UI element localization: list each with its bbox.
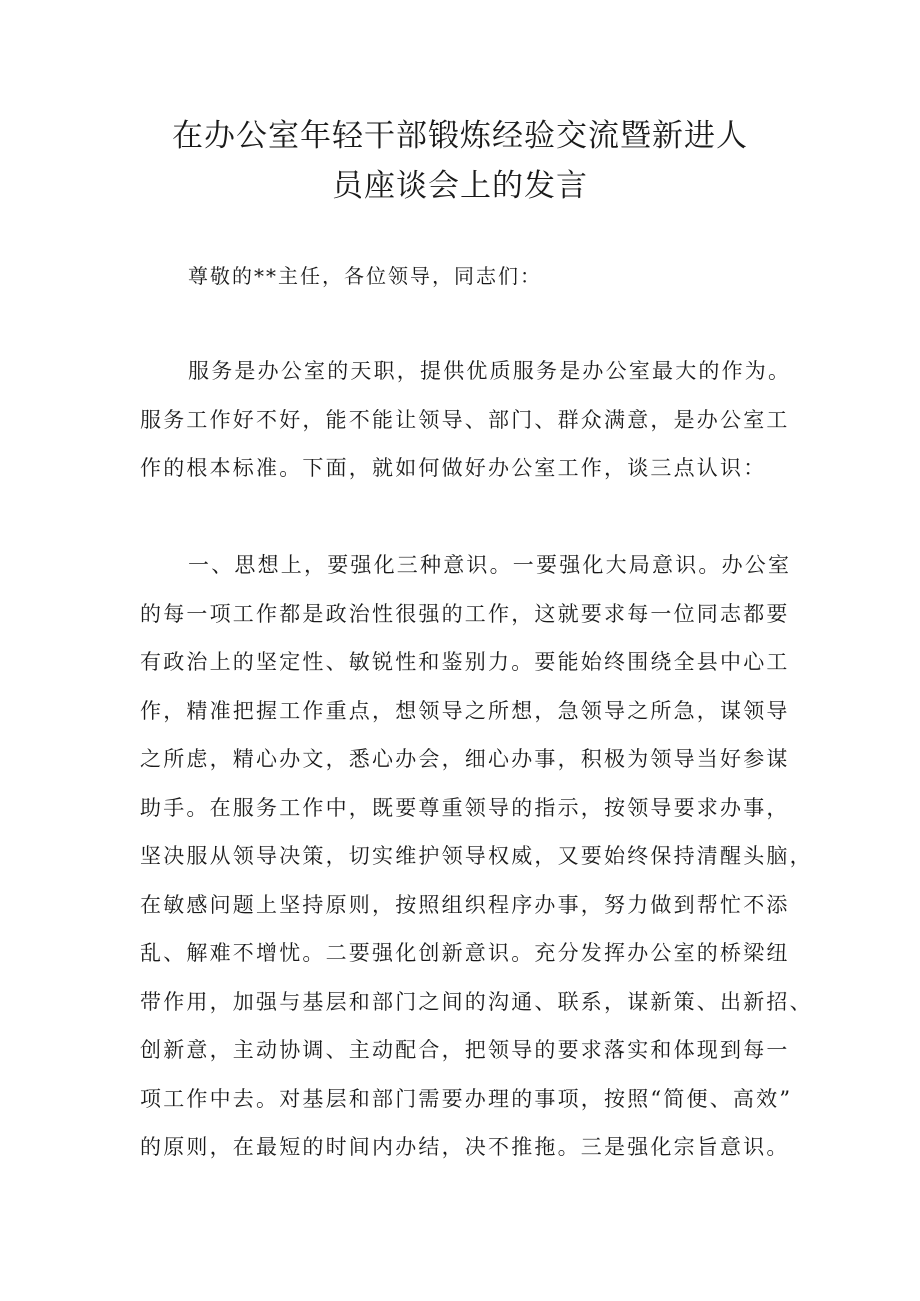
paragraph-2-line: 带作用，加强与基层和部门之间的沟通、联系，谋新策、出新招、 [140,989,813,1014]
paragraph-1 [140,347,800,493]
paragraph-2-line: 坚决服从领导决策，切实维护领导权威，又要始终保持清醒头脑， [140,844,813,868]
paragraph-2-line: 的每一项工作都是政治性很强的工作，这就要求每一位同志都要 [140,601,790,626]
paragraph-2-line: 乱、解难不增忧。二要强化创新意识。充分发挥办公室的桥梁纽 [140,941,790,965]
paragraph-1-line: 服务工作好不好，能不能让领导、部门、群众满意，是办公室工 [140,407,790,432]
paragraph-2-line: 一、思想上，要强化三种意识。一要强化大局意识。办公室 [188,553,792,577]
paragraph-2-line: 之所虑，精心办文，悉心办会，细心办事，积极为领导当好参谋 [140,747,790,771]
paragraph-2-line: 在敏感问题上坚持原则，按照组织程序办事，努力做到帮忙不添 [140,892,790,917]
paragraph-2-line: 创新意，主动协调、主动配合，把领导的要求落实和体现到每一 [140,1038,790,1062]
document-title [140,111,780,211]
paragraph-2-line: 项工作中去。对基层和部门需要办理的事项，按照“简便、高效” [140,1086,793,1111]
paragraph-2-line: 作，精准把握工作重点，想领导之所想，急领导之所急，谋领导 [140,698,790,723]
paragraph-2-line: 助手。在服务工作中，既要尊重领导的指示，按领导要求办事， [140,795,790,820]
greeting: 尊敬的**主任，各位领导，同志们： [188,264,542,288]
paragraph-2 [140,541,813,1172]
title-line-2: 员座谈会上的发言 [332,168,588,204]
title-line-1: 在办公室年轻干部锻炼经验交流暨新进人 [172,118,748,154]
paragraph-2-line: 有政治上的坚定性、敏锐性和鉴别力。要能始终围绕全县中心工 [140,650,790,674]
paragraph-1-line: 服务是办公室的天职，提供优质服务是办公室最大的作为。 [188,359,792,383]
paragraph-1-line: 作的根本标准。下面，就如何做好办公室工作，谈三点认识： [140,456,767,480]
paragraph-2-line: 的原则，在最短的时间内办结，决不推拖。三是强化宗旨意识。 [140,1135,790,1159]
